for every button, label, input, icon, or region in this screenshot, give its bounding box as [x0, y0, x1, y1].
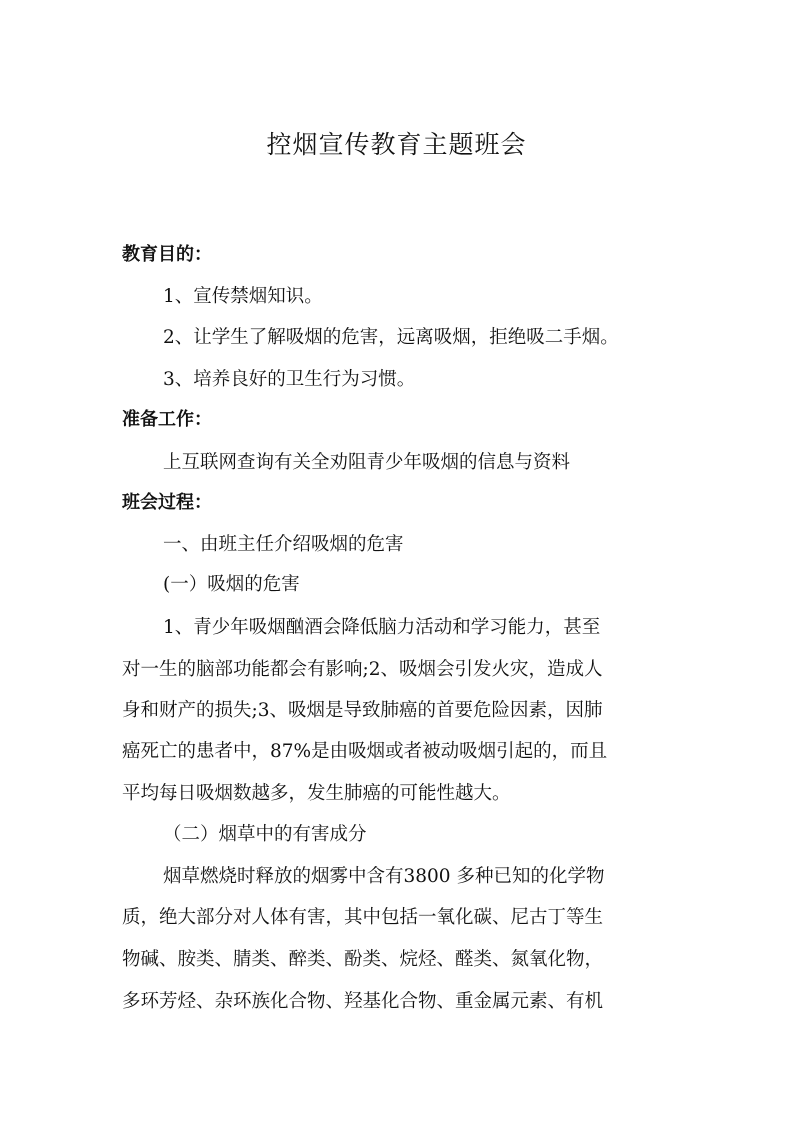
process-heading: 班会过程： [122, 492, 212, 513]
paragraph-line: 质，绝大部分对人体有害，其中包括一氧化碳、尼古丁等生 [122, 907, 604, 928]
subsection-2-title: （二）烟草中的有害成分 [163, 824, 367, 845]
objectives-heading: 教育目的： [122, 244, 212, 265]
process-part1-title: 一、由班主任介绍吸烟的危害 [163, 534, 404, 555]
paragraph-line: 1、青少年吸烟酗酒会降低脑力活动和学习能力，甚至 [163, 617, 601, 638]
preparation-heading: 准备工作： [122, 409, 212, 430]
paragraph-line: 烟草燃烧时释放的烟雾中含有3800 多种已知的化学物 [163, 866, 605, 887]
preparation-text: 上互联网查询有关全劝阻青少年吸烟的信息与资料 [163, 452, 571, 473]
paragraph-line: 多环芳烃、杂环族化合物、羟基化合物、重金属元素、有机 [122, 991, 604, 1012]
paragraph-line: 平均每日吸烟数越多，发生肺癌的可能性越大。 [122, 783, 511, 804]
paragraph-line: 物碱、胺类、腈类、醉类、酚类、烷烃、醛类、氮氧化物， [122, 949, 604, 970]
paragraph-line: 身和财产的损失;3、吸烟是导致肺癌的首要危险因素，因肺 [122, 700, 603, 721]
document-title: 控烟宣传教育主题班会 [266, 130, 527, 159]
objective-item-1: 1、宣传禁烟知识。 [163, 286, 323, 307]
objective-item-3: 3、培养良好的卫生行为习惯。 [163, 369, 416, 390]
objective-item-2: 2、让学生了解吸烟的危害，远离吸烟，拒绝吸二手烟。 [163, 327, 619, 348]
subsection-1-title: (一）吸烟的危害 [163, 574, 300, 595]
paragraph-line: 对一生的脑部功能都会有影响;2、吸烟会引发火灾，造成人 [122, 659, 603, 680]
paragraph-line: 癌死亡的患者中，87%是由吸烟或者被动吸烟引起的，而且 [122, 741, 608, 762]
